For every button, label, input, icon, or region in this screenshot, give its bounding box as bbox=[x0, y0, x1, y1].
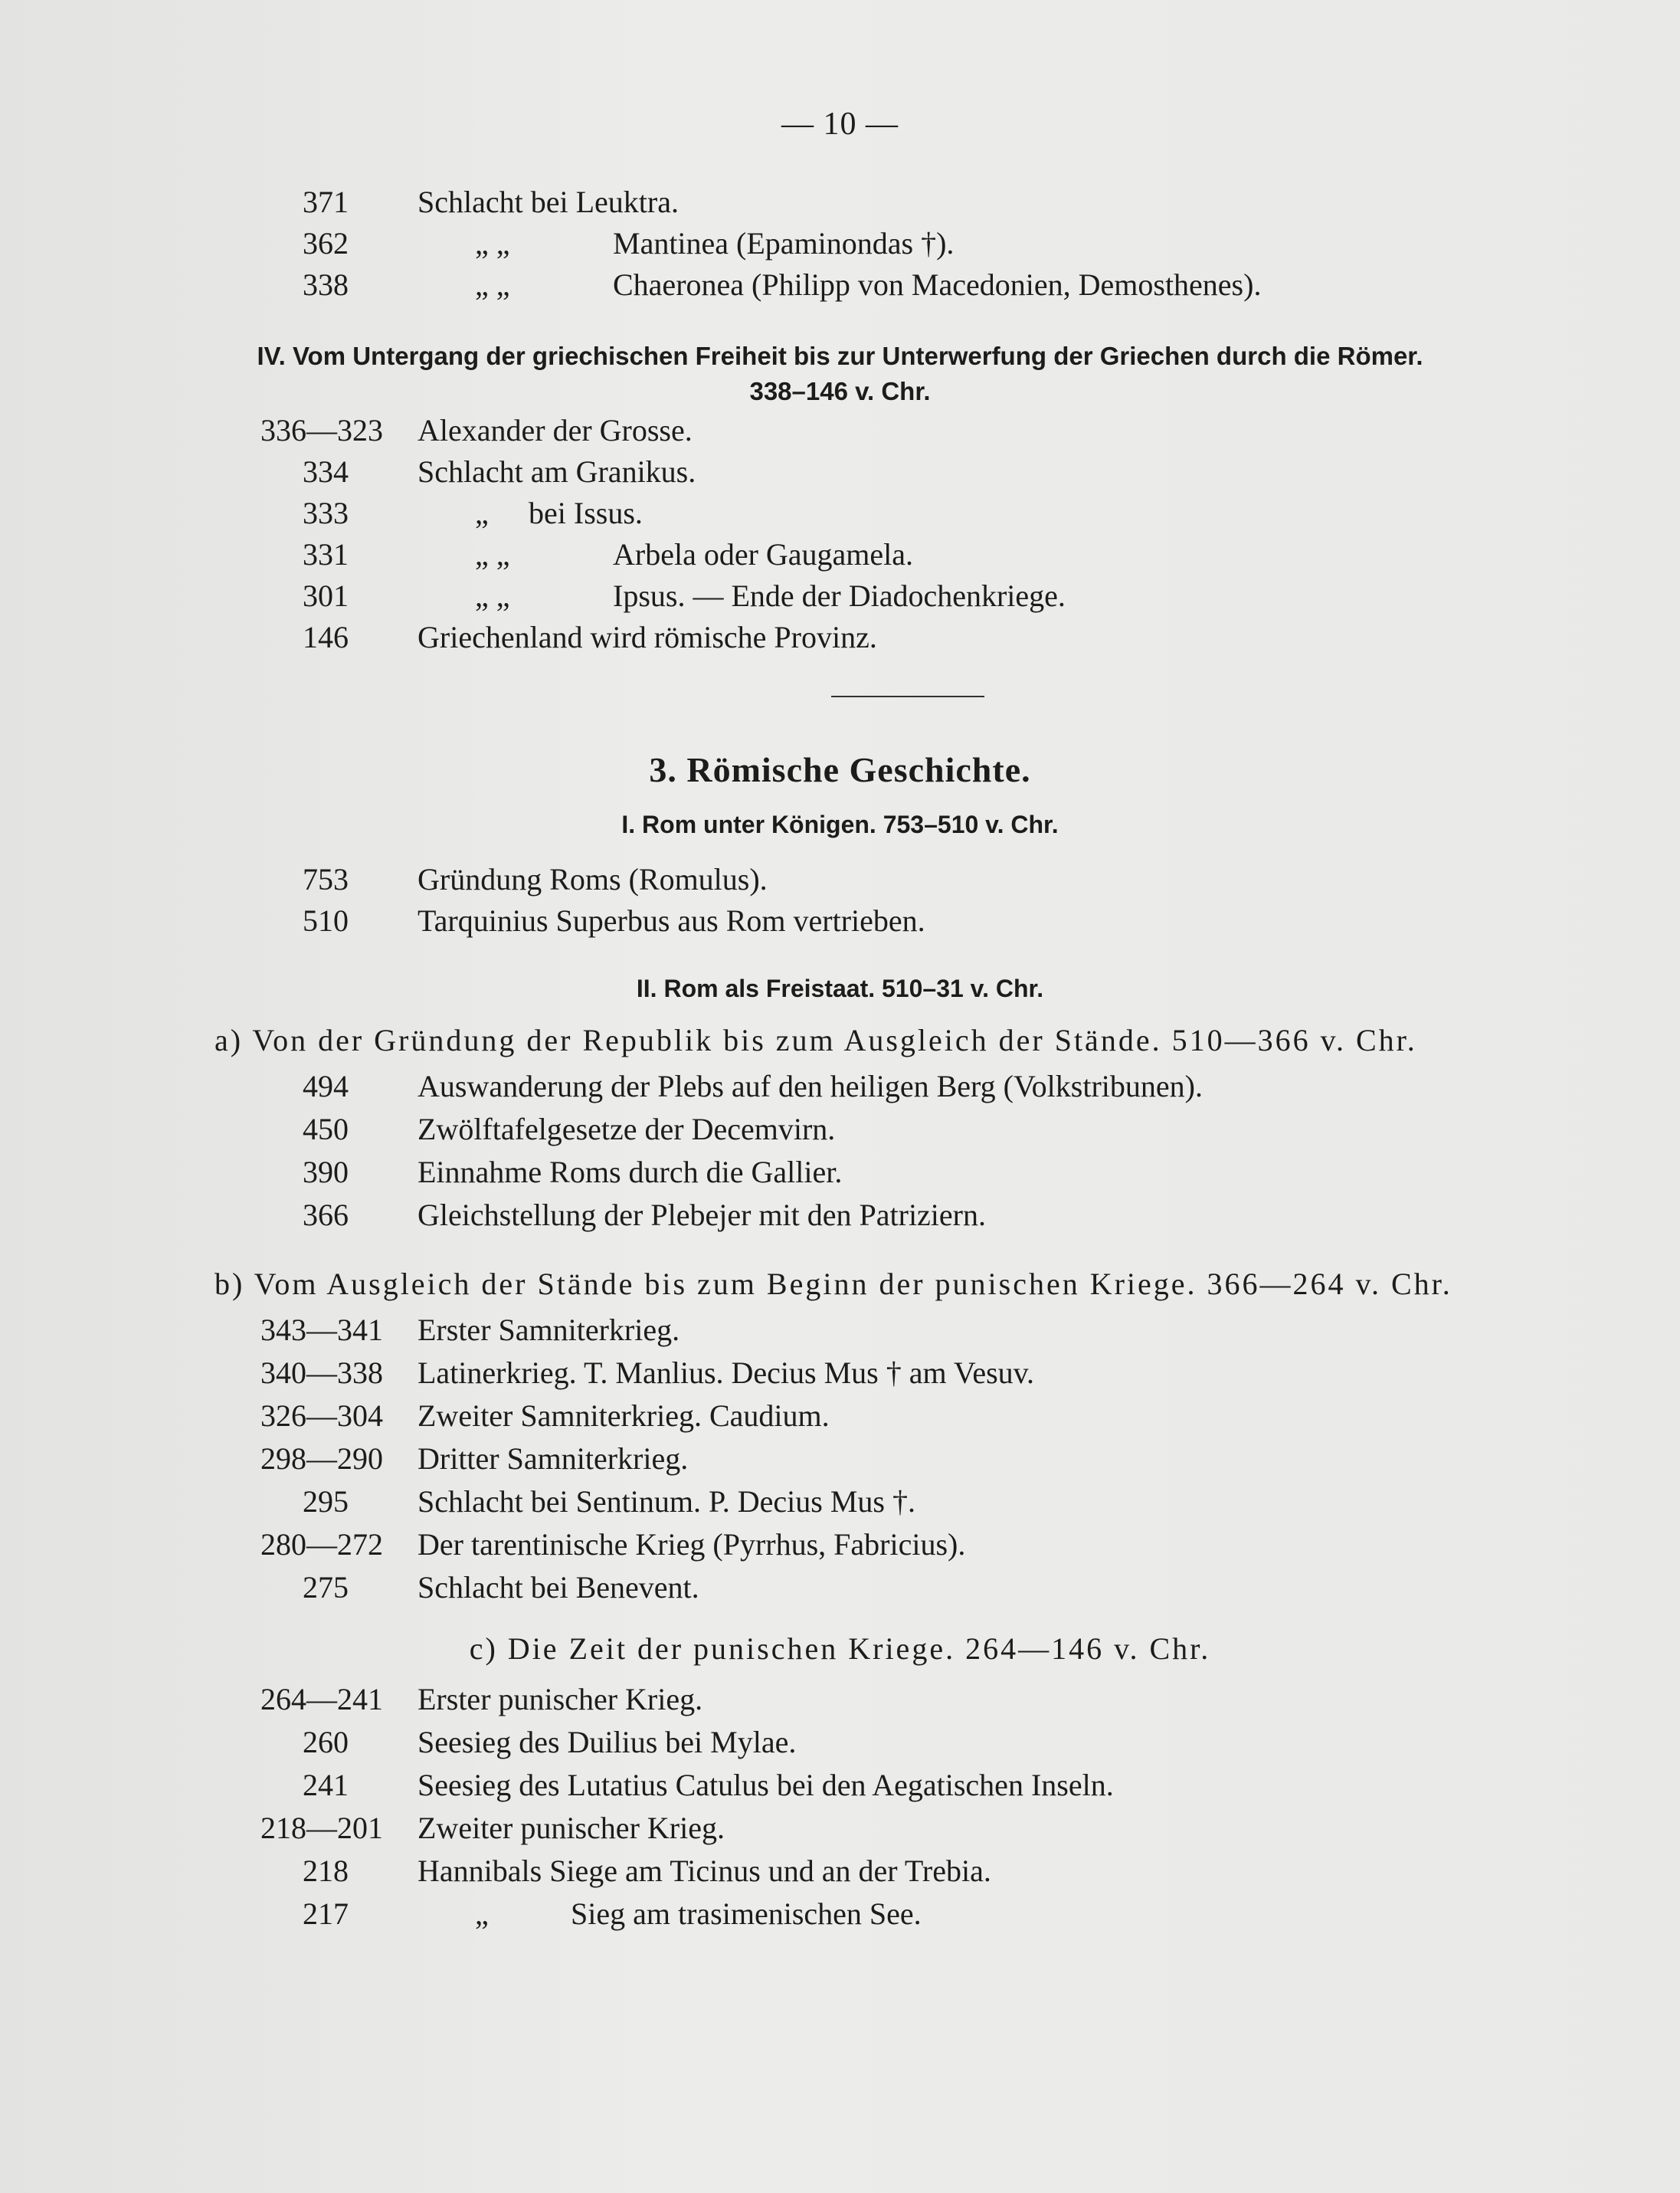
year: 326—304 bbox=[260, 1398, 383, 1433]
event-text: Arbela oder Gaugamela. bbox=[613, 537, 914, 572]
year: 338 bbox=[303, 267, 349, 302]
event-text: Schlacht bei Leuktra. bbox=[418, 185, 679, 219]
event-text: Gleichstellung der Plebejer mit den Patriziern. bbox=[418, 1198, 986, 1232]
year: 343—341 bbox=[260, 1313, 383, 1347]
sub-b-heading-text: b) Vom Ausgleich der Stände bis zum Beginn der punischen Kriege. 366—264 v. Chr. bbox=[215, 1267, 1452, 1301]
event-text: Sieg am trasimenischen See. bbox=[571, 1896, 922, 1931]
event-text: Dritter Samniterkrieg. bbox=[418, 1441, 689, 1476]
part-ii-heading: II. Rom als Freistaat. 510–31 v. Chr. bbox=[636, 975, 1044, 1002]
year: 390 bbox=[303, 1155, 349, 1189]
event-text: Der tarentinische Krieg (Pyrrhus, Fabricius). bbox=[418, 1527, 966, 1562]
year: 366 bbox=[303, 1198, 349, 1232]
event-text: Griechenland wird römische Provinz. bbox=[418, 620, 877, 654]
event-text: Chaeronea (Philipp von Macedonien, Demosthenes). bbox=[613, 267, 1262, 302]
event-text: Mantinea (Epaminondas †). bbox=[613, 226, 955, 261]
event-text: Gründung Roms (Romulus). bbox=[418, 862, 768, 897]
year: 336—323 bbox=[260, 413, 383, 447]
ditto-mark: „ „ bbox=[475, 537, 510, 572]
year: 298—290 bbox=[260, 1441, 383, 1476]
event-text: Tarquinius Superbus aus Rom vertrieben. bbox=[418, 903, 925, 938]
year: 510 bbox=[303, 903, 349, 938]
year: 450 bbox=[303, 1112, 349, 1146]
event-text: Zwölftafelgesetze der Decemvirn. bbox=[418, 1112, 836, 1146]
year: 362 bbox=[303, 226, 349, 261]
event-text: Seesieg des Lutatius Catulus bei den Aegatischen Inseln. bbox=[418, 1768, 1114, 1802]
year: 333 bbox=[303, 496, 349, 530]
page-number: — 10 — bbox=[781, 107, 899, 142]
section-iv-dates: 338–146 v. Chr. bbox=[749, 377, 931, 405]
event-text: Hannibals Siege am Ticinus und an der Trebia. bbox=[418, 1854, 991, 1888]
event-text: Schlacht bei Benevent. bbox=[418, 1570, 699, 1605]
event-text: bei Issus. bbox=[529, 496, 643, 530]
year: 218 bbox=[303, 1854, 349, 1888]
year: 264—241 bbox=[260, 1682, 383, 1716]
sub-a-heading-text: a) Von der Gründung der Republik bis zum Ausgleich der Stände. 510—366 v. Chr. bbox=[215, 1023, 1417, 1057]
sub-b-heading bbox=[215, 1266, 1452, 1309]
year: 334 bbox=[303, 454, 349, 489]
event-text: Erster Samniterkrieg. bbox=[418, 1313, 680, 1347]
roman-title: 3. Römische Geschichte. bbox=[649, 750, 1031, 789]
event-text: Seesieg des Duilius bei Mylae. bbox=[418, 1725, 797, 1759]
year: 218—201 bbox=[260, 1811, 383, 1845]
event-text: Latinerkrieg. T. Manlius. Decius Mus † am Vesuv. bbox=[418, 1355, 1035, 1390]
year: 146 bbox=[303, 620, 349, 654]
event-text: Zweiter punischer Krieg. bbox=[418, 1811, 725, 1845]
event-text: Zweiter Samniterkrieg. Caudium. bbox=[418, 1398, 830, 1433]
ditto-mark: „ „ bbox=[475, 579, 510, 613]
event-text: Einnahme Roms durch die Gallier. bbox=[418, 1155, 843, 1189]
part-i-heading: I. Rom unter Königen. 753–510 v. Chr. bbox=[621, 811, 1059, 838]
year: 295 bbox=[303, 1484, 349, 1519]
event-text: Erster punischer Krieg. bbox=[418, 1682, 703, 1716]
event-text: Alexander der Grosse. bbox=[418, 413, 693, 447]
event-text: Schlacht bei Sentinum. P. Decius Mus †. bbox=[418, 1484, 915, 1519]
year: 301 bbox=[303, 579, 349, 613]
event-text: Ipsus. — Ende der Diadochenkriege. bbox=[613, 579, 1066, 613]
section-divider bbox=[831, 696, 984, 697]
sub-a-heading bbox=[215, 1022, 1417, 1065]
year: 753 bbox=[303, 862, 349, 897]
sub-c-heading: c) Die Zeit der punischen Kriege. 264—146 v. Chr. bbox=[469, 1631, 1211, 1666]
section-iv-heading: IV. Vom Untergang der griechischen Freiheit bis zur Unterwerfung der Griechen durch die Römer. bbox=[257, 342, 1423, 370]
year: 275 bbox=[303, 1570, 349, 1605]
year: 331 bbox=[303, 537, 349, 572]
year: 371 bbox=[303, 185, 349, 219]
ditto-mark: „ „ bbox=[475, 267, 510, 302]
year: 340—338 bbox=[260, 1355, 383, 1390]
year: 217 bbox=[303, 1896, 349, 1931]
ditto-mark: „ „ bbox=[475, 226, 510, 261]
event-text: Schlacht am Granikus. bbox=[418, 454, 696, 489]
year: 241 bbox=[303, 1768, 349, 1802]
event-text: Auswanderung der Plebs auf den heiligen Berg (Volkstribunen). bbox=[418, 1069, 1203, 1103]
ditto-mark: „ bbox=[475, 496, 489, 530]
ditto-mark: „ bbox=[475, 1896, 489, 1931]
year: 260 bbox=[303, 1725, 349, 1759]
year: 280—272 bbox=[260, 1527, 383, 1562]
year: 494 bbox=[303, 1069, 349, 1103]
